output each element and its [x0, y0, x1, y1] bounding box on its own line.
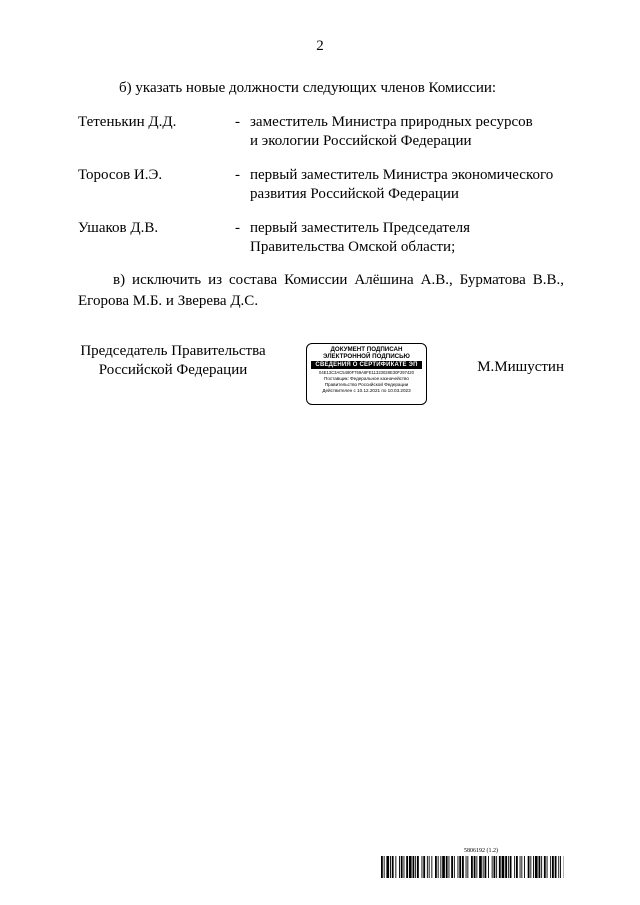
signatory-title	[78, 342, 268, 380]
electronic-signature-stamp	[306, 343, 427, 405]
stamp-validity: Действителен с 10.12.2021 по 10.03.2023	[322, 388, 411, 393]
member-dash: -	[235, 114, 240, 130]
stamp-serial: 04E13C3AC5490F759A8FE11323028E30F297420	[319, 370, 414, 375]
stamp-owner: Правительство Российской Федерации	[324, 382, 409, 387]
member-position	[250, 219, 580, 257]
member-dash: -	[235, 220, 240, 236]
stamp-heading: ЭЛЕКТРОННОЙ ПОДПИСЬЮ	[323, 353, 410, 360]
member-position	[250, 166, 580, 204]
member-position-line: первый заместитель Министра экономического	[250, 167, 554, 183]
member-dash: -	[235, 167, 240, 183]
page-number: 2	[316, 38, 324, 54]
exclusion-paragraph: в) исключить из состава Комиссии Алёшина А.В., Бурматова В.В., Егорова М.Б. и Зверева Д.С.	[78, 272, 564, 309]
member-position-line: заместитель Министра природных ресурсов	[250, 114, 533, 130]
member-position	[250, 113, 580, 151]
stamp-supplier: Поставщик: Федеральное казначейство	[324, 376, 409, 381]
member-position-line: Правительства Омской области;	[250, 239, 456, 255]
member-name: Торосов И.Э.	[78, 167, 163, 183]
member-position-line: развития Российской Федерации	[250, 186, 459, 202]
member-position-line: и экологии Российской Федерации	[250, 133, 472, 149]
signatory-title-line: Российской Федерации	[98, 362, 248, 378]
member-position-line: первый заместитель Председателя	[250, 220, 470, 236]
barcode-label: 5806192 (1.2)	[464, 848, 498, 854]
stamp-heading: ДОКУМЕНТ ПОДПИСАН	[330, 346, 403, 353]
signatory-title-line: Председатель Правительства	[80, 343, 266, 359]
intro-paragraph: б) указать новые должности следующих членов Комиссии:	[119, 80, 497, 96]
barcode-icon	[381, 856, 564, 878]
signatory-name: М.Мишустин	[477, 359, 564, 375]
stamp-banner: СВЕДЕНИЯ О СЕРТИФИКАТЕ ЭП	[311, 361, 422, 369]
member-name: Тетенькин Д.Д.	[78, 114, 177, 130]
member-name: Ушаков Д.В.	[78, 220, 159, 236]
